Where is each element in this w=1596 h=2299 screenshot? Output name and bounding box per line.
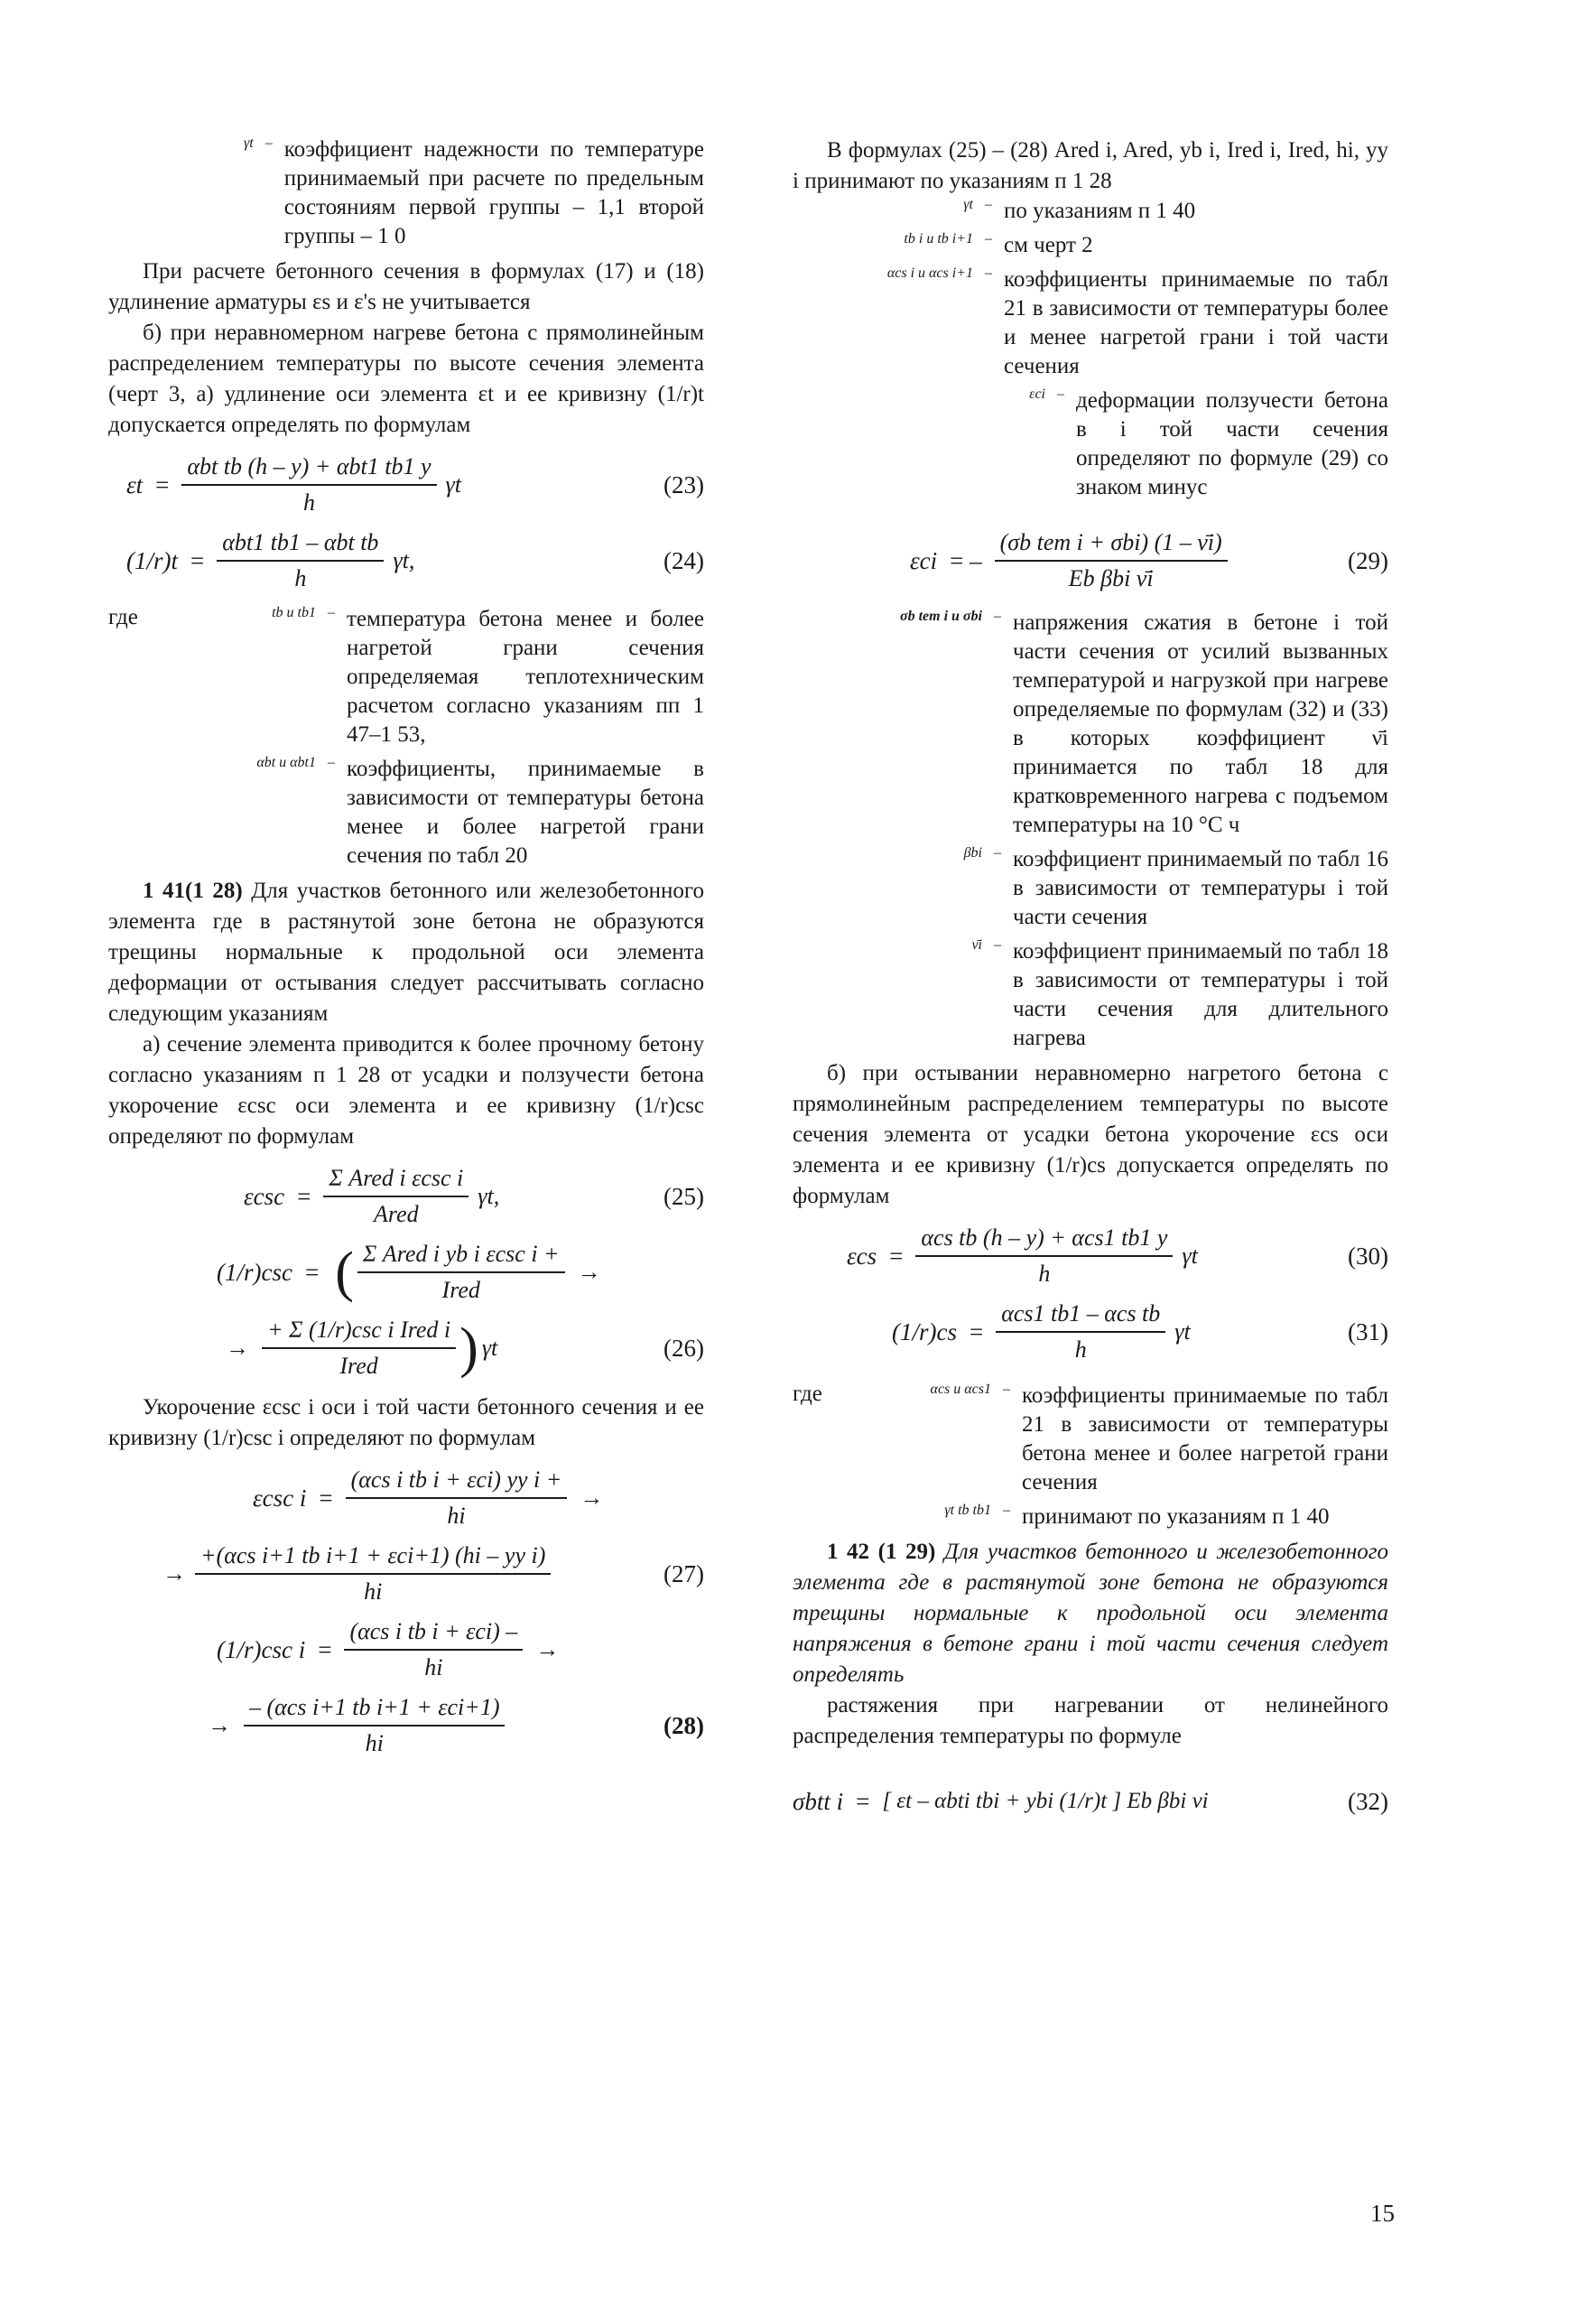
denominator: hi	[364, 1578, 383, 1605]
definition-text: температура бетона менее и более нагретой грани сечения определяемая теплотехническим расчетом согласно указаниям пп 1 47–1 53,	[347, 607, 704, 747]
numerator: +(αcs i+1 tb i+1 + εci+1) (hi – yy i)	[195, 1542, 551, 1575]
fraction	[995, 529, 1228, 592]
fraction	[217, 529, 384, 592]
left-column	[108, 135, 704, 1770]
formula-24: (1/r)t = $\frac{\text{αbt1 tb1 – αbt tb}}{h}$ γt, (24)	[126, 529, 704, 591]
definition-symbol: σb tem i и σbi	[899, 609, 982, 624]
numerator: – (αcs i+1 tb i+1 + εci+1)	[244, 1694, 505, 1727]
paragraph: В формулах (25) – (28) Ared i, Ared, yb i, Ired i, Ired, hi, yy i принимают по указаниям п 1 28	[793, 138, 1388, 193]
definition-text: принимают по указаниям п 1 40	[1022, 1504, 1330, 1529]
definition-text: коэффициент надежности по температуре принимаемый при расчете по предельным состояниям первой группы – 1,1 второй группы – 1 0	[283, 137, 704, 248]
page-number: 15	[1370, 2200, 1395, 2227]
fraction	[346, 1466, 568, 1530]
numerator: αcs tb (h – y) + αcs1 tb1 y	[915, 1224, 1173, 1257]
formula-lhs: εcsc i	[253, 1484, 307, 1512]
denominator: Ired	[441, 1277, 480, 1303]
numerator: Σ Ared i yb i εcsc i +	[357, 1241, 565, 1273]
formula-23: εt = $\frac{\text{αbt tb (h – y) + αbt1 tb1 y}}{h}$ γt (23)	[126, 453, 704, 516]
definition-text: коэффициенты принимаемые по табл 21 в зависимости от температуры бетона менее и более нагретой грани сечения	[1022, 1383, 1388, 1494]
equation-number: (23)	[663, 470, 704, 498]
paragraph: растяжения при нагревании от нелинейного распределения температуры по формуле	[793, 1693, 1388, 1748]
equation-number: (31)	[1348, 1317, 1388, 1345]
factor: γt,	[393, 547, 415, 573]
equation-number: (32)	[1348, 1787, 1388, 1815]
definition-tbi: tb i и tb i+1 – см черт 2	[793, 231, 1388, 260]
continuation-arrow: →	[577, 1259, 601, 1285]
definition-text: коэффициенты, принимаемые в зависимости от температуры бетона менее и более нагретой грани сечения по табл 20	[347, 757, 704, 868]
definition-text: деформации ползучести бетона в i той части сечения определяют по формуле (29) со знаком минус	[1076, 388, 1388, 499]
definition-symbol: αbt и αbt1	[256, 755, 316, 770]
equation-number: (27)	[663, 1559, 704, 1587]
definition-sigma: σb tem i и σbi – напряжения сжатия в бетоне i той части сечения от усилий вызванных температурой и нагрузкой при нагреве определяемые по формулам (32) и (33) в которых коэффициент ν̄i принимается по табл 18 для кратковременного нагрева с подъемом температуры на 10 °С ч	[793, 609, 1388, 840]
denominator: Eb βbi ν̄i	[1068, 565, 1154, 591]
definition-text: см черт 2	[1004, 233, 1093, 257]
equation-number: (30)	[1348, 1242, 1388, 1270]
formula-lhs: (1/r)csc i	[217, 1635, 306, 1663]
denominator: h	[294, 565, 307, 591]
formula-lhs: εcs	[847, 1242, 877, 1270]
formula-32: σbtt i = [ εt – αbti tbi + ybi (1/r)t ] Eb βbi νi (32)	[793, 1787, 1388, 1815]
definition-symbol: αcs и αcs1	[930, 1382, 991, 1397]
equation-number: (29)	[1348, 546, 1388, 574]
definition-symbol: tb и tb1	[272, 605, 316, 620]
numerator: (σb tem i + σbi) (1 – ν̄i)	[995, 529, 1228, 562]
definition-symbol: βbi	[963, 845, 982, 861]
formula-31: (1/r)cs = $\frac{\text{αcs1 tb1 – αcs tb}}{h}$ γt (31)	[892, 1300, 1388, 1363]
factor: γt	[481, 1335, 498, 1361]
factor: γt	[445, 471, 461, 498]
definition-symbol: γt tb tb1	[944, 1503, 991, 1518]
formula-26-part2: → $\frac{\text{+ Σ (1/r)csc i Ired i}}{\text{Ired}}$ ) γt (26)	[226, 1317, 704, 1379]
fraction	[996, 1300, 1165, 1364]
equation-number: (24)	[663, 546, 704, 574]
definition-symbol: γt	[244, 135, 254, 151]
numerator: + Σ (1/r)csc i Ired i	[262, 1317, 456, 1349]
fraction	[244, 1694, 505, 1757]
definition-text: напряжения сжатия в бетоне i той части сечения от усилий вызванных температурой и нагрузкой при нагреве определяемые по формулам (32) и (33) в которых коэффициент ν̄i принимается по табл 18 для кратковременного нагрева с подъемом температуры на 10 °С ч	[1013, 610, 1388, 837]
equation-number: (25)	[663, 1182, 704, 1210]
fraction	[195, 1542, 551, 1606]
definition-symbol: αcs i и αcs i+1	[886, 265, 973, 281]
definition-acs: αcs i и αcs i+1 – коэффициенты принимаемые по табл 21 в зависимости от температуры более и менее нагретой грани i той части сечения	[793, 265, 1388, 381]
definition-tb: где tb и tb1 – температура бетона менее и более нагретой грани сечения определяемая теплотехническим расчетом согласно указаниям пп 1 47–1 53,	[108, 605, 704, 749]
definition-gamma: γt – коэффициент надежности по температуре принимаемый при расчете по предельным состояниям первой группы – 1,1 второй группы – 1 0	[244, 135, 704, 251]
formula-lhs: σbtt i	[793, 1787, 844, 1815]
denominator: h	[1074, 1336, 1087, 1363]
denominator: h	[302, 489, 315, 516]
factor: γt	[1182, 1243, 1198, 1269]
definition-nu: ν̄i – коэффициент принимаемый по табл 18 в зависимости от температуры i той части сечения для длительного нагрева	[793, 937, 1388, 1053]
formula-27-part2: → $\frac{\text{+(αcs i+1 tb i+1 + εci+1) (hi – yy i)}}{hi}$ (27)	[162, 1542, 704, 1605]
where-label: где	[108, 605, 138, 629]
paragraph: а) сечение элемента приводится к более прочному бетону согласно указаниям п 1 28 от усадки и ползучести бетона укорочение εcsc оси элемента и ее кривизну (1/r)csc определяют по формулам	[108, 1032, 704, 1149]
denominator: hi	[424, 1654, 443, 1680]
formula-28-part1: (1/r)csc i = $\frac{\text{(αcs i tb i + εci) –}}{hi}$ →	[217, 1618, 560, 1680]
denominator: hi	[365, 1730, 384, 1756]
formula-lhs: εcsc	[244, 1182, 285, 1210]
definition-acs2: где αcs и αcs1 – коэффициенты принимаемые по табл 21 в зависимости от температуры бетона менее и более нагретой грани сечения	[793, 1382, 1388, 1497]
clause-number: 1 41(1 28)	[143, 879, 243, 903]
clause-text: Для участков бетонного или железобетонного элемента где в растянутой зоне бетона не образуются трещины нормальные к продольной оси элемента деформации от остывания следует рассчитывать согласно следующим указаниям	[108, 879, 704, 1026]
formula-lhs: εci	[910, 546, 938, 574]
factor: γt	[1174, 1318, 1191, 1345]
formula-27-part1: εcsc i = $\frac{\text{(αcs i tb i + εci) yy i +}}{hi}$ →	[253, 1466, 604, 1529]
definition-last: γt tb tb1 – принимают по указаниям п 1 40	[793, 1503, 1388, 1531]
definition-beta: βbi – коэффициент принимаемый по табл 16 в зависимости от температуры i той части сечения	[793, 845, 1388, 932]
numerator: αbt tb (h – y) + αbt1 tb1 y	[181, 453, 436, 486]
numerator: (αcs i tb i + εci) yy i +	[346, 1466, 568, 1499]
formula-lhs: εt	[126, 470, 144, 498]
definition-text: по указаниям п 1 40	[1004, 199, 1196, 223]
denominator: h	[1038, 1261, 1051, 1287]
paragraph: б) при неравномерном нагреве бетона с прямолинейным распределением температуры по высоте сечения элемента (черт 3, а) удлинение оси элемента εt и ее кривизну (1/r)t допускается определять по формулам	[108, 321, 704, 437]
continuation-arrow: →	[535, 1636, 560, 1662]
paragraph: б) при остывании неравномерно нагретого бетона с прямолинейным распределением температуры по высоте сечения элемента от усадки бетона укорочение εcs оси элемента и ее кривизну (1/r)cs допускается определять по формулам	[793, 1061, 1388, 1208]
definition-symbol: tb i и tb i+1	[904, 231, 973, 247]
fraction	[262, 1317, 456, 1380]
numerator: αbt1 tb1 – αbt tb	[217, 529, 384, 562]
fraction	[181, 453, 436, 517]
numerator: αcs1 tb1 – αcs tb	[996, 1300, 1165, 1333]
factor: γt,	[478, 1183, 500, 1209]
formula-29: εci = – $\frac{\text{(σb tem i + σbi) (1 – ν̄i)}}{\text{Eb βbi ν̄i}}$ (29)	[910, 529, 1388, 591]
definition-text: коэффициент принимаемый по табл 18 в зависимости от температуры i той части сечения для длительного нагрева	[1013, 939, 1388, 1050]
definition-text: коэффициент принимаемый по табл 16 в зависимости от температуры i той части сечения	[1013, 847, 1388, 929]
paragraph	[108, 876, 704, 1029]
formula-25: εcsc = $\frac{\text{Σ Ared i εcsc i}}{\text{Ared}}$ γt, (25)	[244, 1165, 704, 1227]
numerator: Σ Ared i εcsc i	[323, 1165, 469, 1197]
fraction	[323, 1165, 469, 1228]
formula-lhs: (1/r)cs	[892, 1317, 957, 1345]
definition-symbol: ν̄i	[971, 937, 982, 953]
fraction	[357, 1241, 565, 1304]
formula-26-part1: (1/r)csc = ( $\frac{\text{Σ Ared i yb i εcsc i +}}{\text{Ired}}$ →	[217, 1241, 601, 1303]
right-column	[793, 135, 1388, 1846]
paragraph: При расчете бетонного сечения в формулах (17) и (18) удлинение арматуры εs и ε's не учитывается	[108, 259, 704, 314]
fraction	[344, 1618, 523, 1681]
definition-symbol: εci	[1029, 386, 1045, 402]
denominator: hi	[447, 1503, 466, 1529]
equation-number: (26)	[663, 1334, 704, 1362]
fraction	[915, 1224, 1173, 1288]
formula-28-part2: → $\frac{\text{– (αcs i+1 tb i+1 + εci+1)}}{hi}$ (28)	[208, 1694, 704, 1756]
where-label: где	[793, 1382, 822, 1406]
definition-text: коэффициенты принимаемые по табл 21 в зависимости от температуры более и менее нагретой грани i той части сечения	[1004, 267, 1388, 378]
formula-body: [ εt – αbti tbi + ybi (1/r)t ] Eb βbi νi	[882, 1789, 1209, 1813]
numerator: (αcs i tb i + εci) –	[344, 1618, 523, 1651]
paragraph	[793, 1537, 1388, 1690]
formula-30: εcs = $\frac{\text{αcs tb (h – y) + αcs1 tb1 y}}{h}$ γt (30)	[847, 1224, 1388, 1287]
paragraph: Укорочение εcsc i оси i той части бетонного сечения и ее кривизну (1/r)csc i определяют по формулам	[108, 1395, 704, 1450]
clause-text: Для участков бетонного и железобетонного элемента где в растянутой зоне бетона не образуются трещины нормальные к продольной оси элемента напряжения в бетоне грани i той части сечения следует определять	[793, 1540, 1388, 1687]
continuation-arrow: →	[580, 1485, 604, 1511]
definition-abt: αbt и αbt1 – коэффициенты, принимаемые в зависимости от температуры бетона менее и более нагретой грани сечения по табл 20	[108, 755, 704, 870]
equation-number: (28)	[663, 1711, 704, 1739]
denominator: Ired	[339, 1353, 378, 1379]
formula-lhs: (1/r)csc	[217, 1258, 292, 1286]
definition-eci: εci – деформации ползучести бетона в i той части сечения определяют по формуле (29) со знаком минус	[793, 386, 1388, 502]
formula-lhs: (1/r)t	[126, 546, 178, 574]
definition-gamma: γt – по указаниям п 1 40	[793, 197, 1388, 226]
definition-symbol: γt	[963, 197, 973, 212]
clause-number: 1 42 (1 29)	[827, 1540, 936, 1564]
denominator: Ared	[374, 1201, 419, 1227]
